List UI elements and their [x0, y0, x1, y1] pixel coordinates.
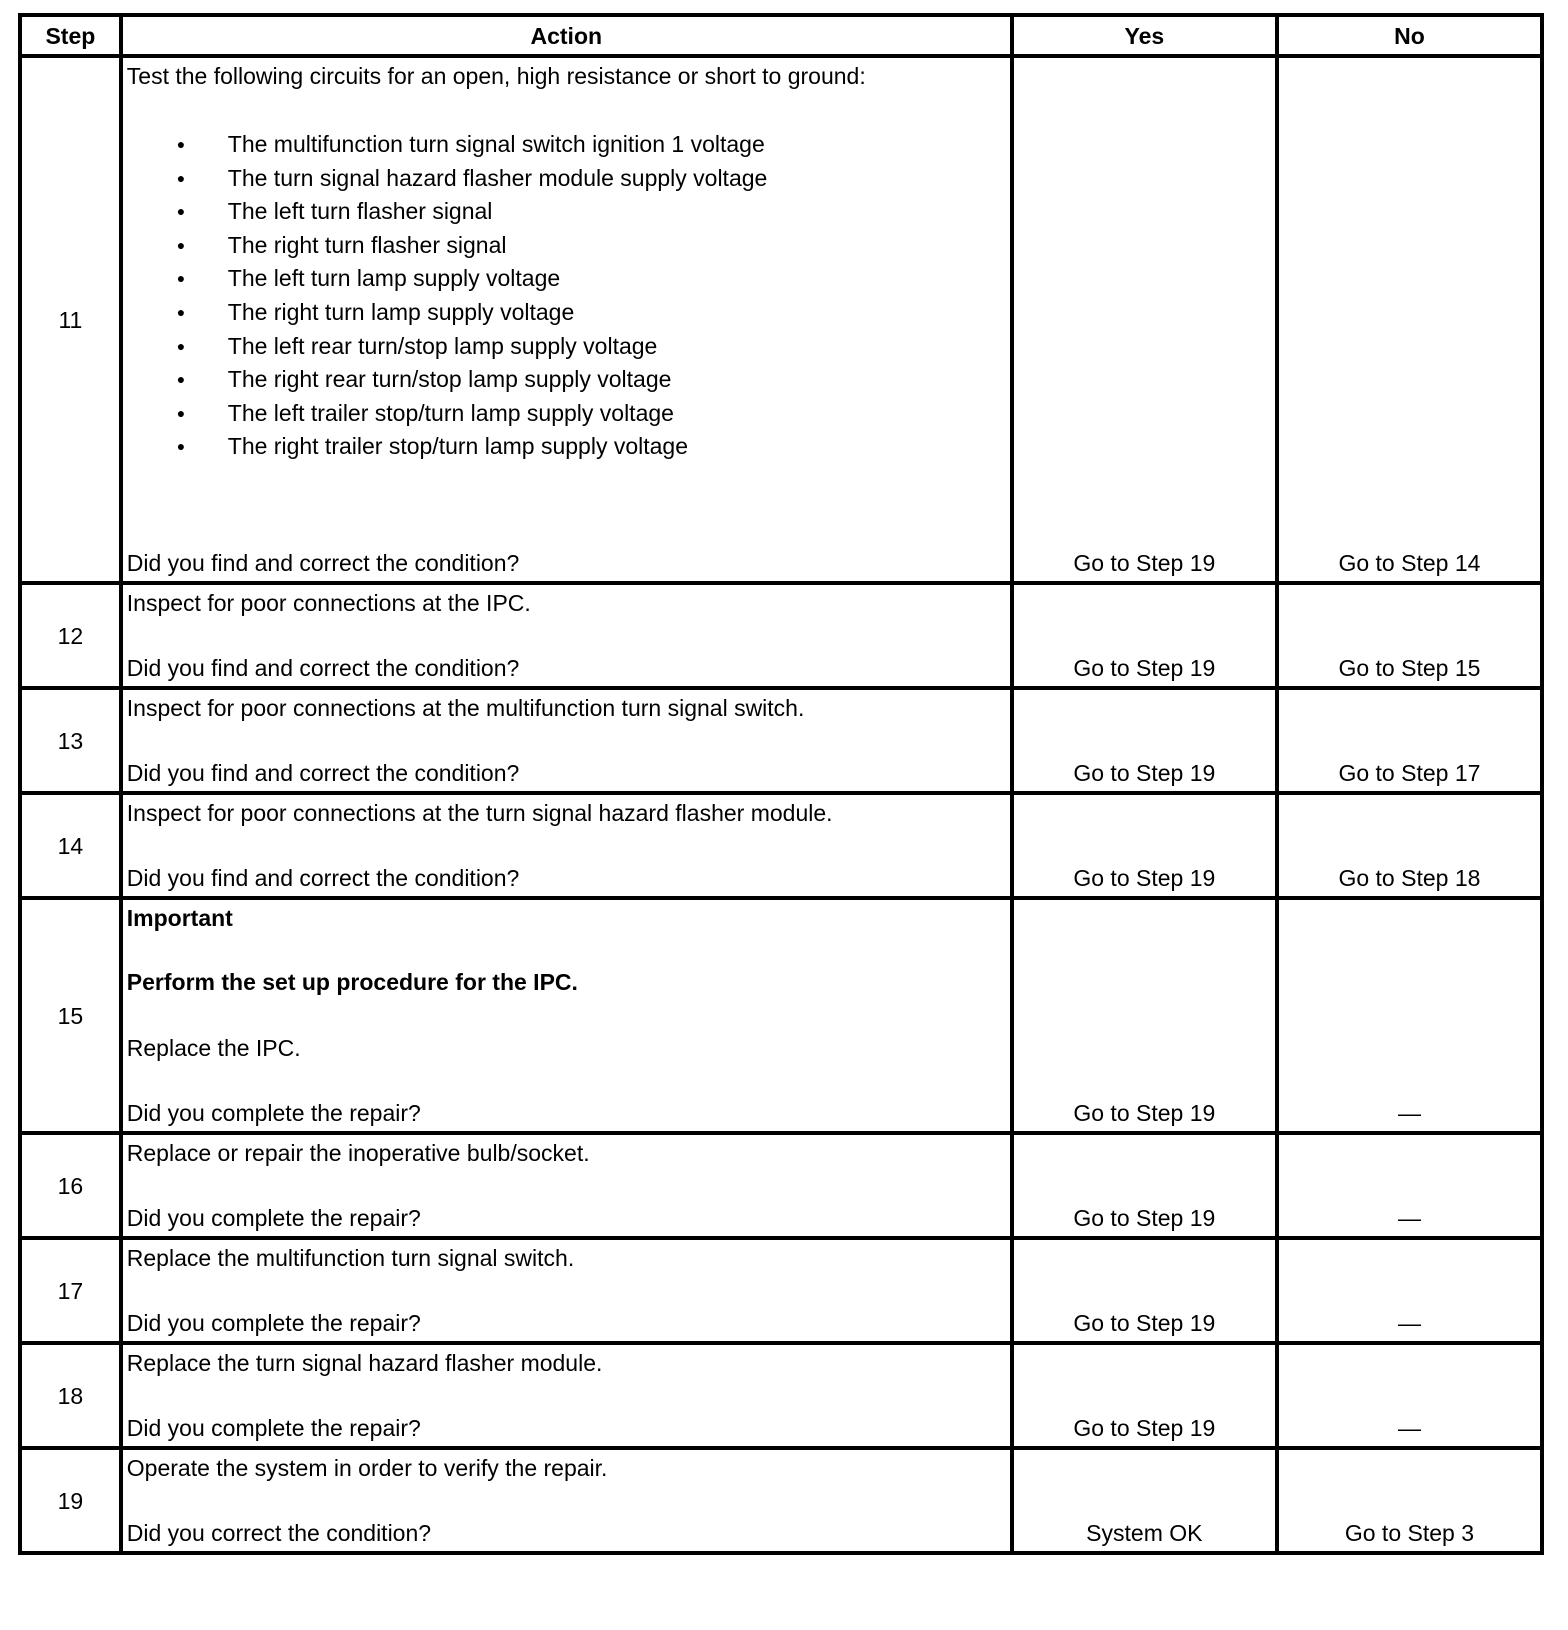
action-cell — [121, 688, 1012, 793]
list-item: ● The left rear turn/stop lamp supply voltage — [127, 330, 1006, 364]
header-row — [20, 15, 1542, 56]
list-item: ● The right turn lamp supply voltage — [127, 296, 1006, 330]
yes-result: Go to Step 19 — [1012, 1133, 1277, 1238]
action-question: Did you find and correct the condition? — [126, 655, 520, 681]
list-item: ● The turn signal hazard flasher module supply voltage — [127, 162, 1006, 196]
table-row — [20, 1448, 1542, 1553]
step-number: 16 — [20, 1133, 121, 1238]
step-number: 13 — [20, 688, 121, 793]
action-question: Did you correct the condition? — [126, 1520, 432, 1546]
action-question: Did you find and correct the condition? — [126, 550, 520, 576]
header-step: Step — [20, 15, 121, 56]
action-text: Replace or repair the inoperative bulb/socket. — [126, 1140, 590, 1166]
step-number: 15 — [20, 898, 121, 1133]
action-intro: Test the following circuits for an open, high resistance or short to ground: — [126, 63, 866, 89]
step-number: 14 — [20, 793, 121, 898]
action-text: Operate the system in order to verify the repair. — [126, 1455, 608, 1481]
action-text: Replace the IPC. — [126, 1035, 301, 1061]
list-item: ● The left trailer stop/turn lamp supply voltage — [127, 397, 1006, 431]
yes-result: Go to Step 19 — [1012, 583, 1277, 688]
action-question: Did you find and correct the condition? — [126, 760, 520, 786]
step-number: 19 — [20, 1448, 121, 1553]
yes-result: System OK — [1012, 1448, 1277, 1553]
list-item: ● The left turn lamp supply voltage — [127, 262, 1006, 296]
no-result: Go to Step 17 — [1277, 688, 1542, 793]
yes-result: Go to Step 19 — [1012, 898, 1277, 1133]
no-result: Go to Step 15 — [1277, 583, 1542, 688]
action-text: Inspect for poor connections at the IPC. — [126, 590, 531, 616]
action-question: Did you complete the repair? — [126, 1415, 421, 1441]
action-cell — [121, 898, 1012, 1133]
table-row — [20, 688, 1542, 793]
yes-result: Go to Step 19 — [1012, 793, 1277, 898]
no-result: Go to Step 3 — [1277, 1448, 1542, 1553]
header-yes: Yes — [1012, 15, 1277, 56]
table-row — [20, 56, 1542, 583]
action-question: Did you complete the repair? — [126, 1310, 421, 1336]
no-result: — — [1277, 1133, 1542, 1238]
important-note: Perform the set up procedure for the IPC. — [126, 969, 578, 995]
yes-result: Go to Step 19 — [1012, 1343, 1277, 1448]
action-question: Did you find and correct the condition? — [126, 865, 520, 891]
action-cell — [121, 583, 1012, 688]
no-result: — — [1277, 1238, 1542, 1343]
step-number: 18 — [20, 1343, 121, 1448]
no-result: Go to Step 14 — [1277, 56, 1542, 583]
action-cell — [121, 1448, 1012, 1553]
table-row — [20, 1238, 1542, 1343]
circuit-list — [127, 128, 1006, 464]
action-cell — [121, 1238, 1012, 1343]
action-text: Replace the multifunction turn signal switch. — [126, 1245, 575, 1271]
action-text: Inspect for poor connections at the multifunction turn signal switch. — [126, 695, 805, 721]
list-item: ● The right turn flasher signal — [127, 229, 1006, 263]
action-text: Inspect for poor connections at the turn signal hazard flasher module. — [126, 800, 833, 826]
table-row — [20, 793, 1542, 898]
action-cell — [121, 56, 1012, 583]
action-text: Replace the turn signal hazard flasher module. — [126, 1350, 603, 1376]
step-number: 17 — [20, 1238, 121, 1343]
header-action: Action — [121, 15, 1012, 56]
yes-result: Go to Step 19 — [1012, 56, 1277, 583]
yes-result: Go to Step 19 — [1012, 688, 1277, 793]
no-result: Go to Step 18 — [1277, 793, 1542, 898]
action-question: Did you complete the repair? — [126, 1205, 421, 1231]
action-cell — [121, 1343, 1012, 1448]
list-item: ● The right trailer stop/turn lamp supply voltage — [127, 430, 1006, 464]
no-result: — — [1277, 1343, 1542, 1448]
header-no: No — [1277, 15, 1542, 56]
table-row — [20, 1133, 1542, 1238]
table-row — [20, 898, 1542, 1133]
list-item: ● The multifunction turn signal switch ignition 1 voltage — [127, 128, 1006, 162]
step-number: 11 — [20, 56, 121, 583]
action-question: Did you complete the repair? — [126, 1100, 421, 1126]
step-number: 12 — [20, 583, 121, 688]
action-cell — [121, 793, 1012, 898]
important-label: Important — [126, 905, 233, 931]
action-cell — [121, 1133, 1012, 1238]
table-row — [20, 1343, 1542, 1448]
table-row — [20, 583, 1542, 688]
list-item: ● The left turn flasher signal — [127, 195, 1006, 229]
yes-result: Go to Step 19 — [1012, 1238, 1277, 1343]
no-result: — — [1277, 898, 1542, 1133]
diagnostic-table — [18, 13, 1544, 1555]
list-item: ● The right rear turn/stop lamp supply voltage — [127, 363, 1006, 397]
